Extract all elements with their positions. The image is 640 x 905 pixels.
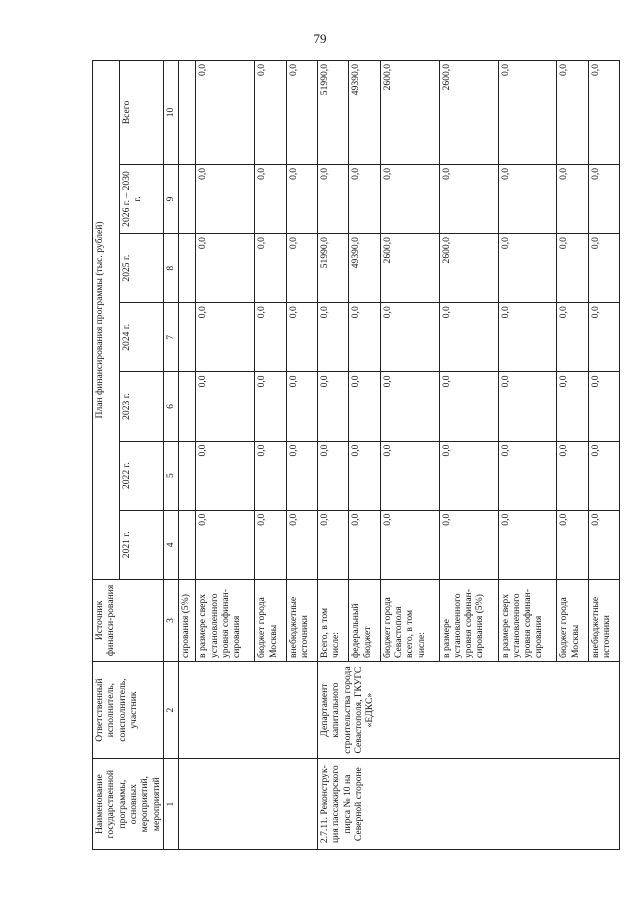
value-cell: 0,0 bbox=[255, 61, 286, 165]
value-cell: 0,0 bbox=[380, 372, 439, 441]
value-cell: 0,0 bbox=[286, 234, 317, 303]
column-number: 8 bbox=[163, 234, 178, 303]
header-year: 2021 г. bbox=[120, 510, 164, 579]
value-cell: 0,0 bbox=[498, 234, 557, 303]
column-number: 5 bbox=[163, 441, 178, 510]
value-cell: 0,0 bbox=[196, 164, 255, 233]
value-cell: 0,0 bbox=[255, 510, 286, 579]
value-cell: 0,0 bbox=[588, 164, 619, 233]
value-cell bbox=[178, 510, 195, 579]
event-name: 2.7.11. Реконструк-ция пассажирского пирса № 10 на Северной стороне bbox=[317, 759, 619, 850]
header-year: 2023 г. bbox=[120, 372, 164, 441]
value-cell: 0,0 bbox=[498, 61, 557, 165]
source-cell: бюджет города Москвы bbox=[557, 579, 588, 661]
value-cell: 2600,0 bbox=[380, 61, 439, 165]
value-cell: 0,0 bbox=[255, 303, 286, 372]
value-cell: 0,0 bbox=[588, 234, 619, 303]
source-cell: в размере сверх установленного уровня софинан-сирования bbox=[196, 579, 255, 661]
value-cell: 0,0 bbox=[557, 164, 588, 233]
column-number: 2 bbox=[163, 661, 178, 758]
column-number: 1 bbox=[163, 759, 178, 850]
value-cell: 0,0 bbox=[286, 510, 317, 579]
value-cell: 0,0 bbox=[498, 372, 557, 441]
column-number: 6 bbox=[163, 372, 178, 441]
value-cell bbox=[178, 234, 195, 303]
column-number: 9 bbox=[163, 164, 178, 233]
empty-responsible-cell bbox=[178, 661, 317, 758]
value-cell: 0,0 bbox=[196, 303, 255, 372]
table-row bbox=[317, 61, 348, 850]
value-cell: 0,0 bbox=[317, 510, 348, 579]
header-year: 2025 г. bbox=[120, 234, 164, 303]
value-cell: 0,0 bbox=[498, 441, 557, 510]
financing-table bbox=[92, 60, 620, 850]
value-cell: 0,0 bbox=[380, 441, 439, 510]
header-year: 2024 г. bbox=[120, 303, 164, 372]
source-cell: федеральный бюджет bbox=[349, 579, 380, 661]
value-cell: 0,0 bbox=[588, 372, 619, 441]
header-year: 2022 г. bbox=[120, 441, 164, 510]
empty-name-cell bbox=[178, 759, 317, 850]
value-cell: 0,0 bbox=[196, 234, 255, 303]
value-cell: 0,0 bbox=[439, 303, 498, 372]
value-cell: 0,0 bbox=[349, 303, 380, 372]
value-cell: 0,0 bbox=[286, 303, 317, 372]
value-cell: 0,0 bbox=[286, 61, 317, 165]
value-cell: 0,0 bbox=[439, 441, 498, 510]
column-number: 3 bbox=[163, 579, 178, 661]
source-cell: бюджет города Москвы bbox=[255, 579, 286, 661]
column-number: 7 bbox=[163, 303, 178, 372]
header-source: Источник финанси-рования bbox=[93, 579, 164, 661]
source-cell: бюджет города Севастополя всего, в том числе: bbox=[380, 579, 439, 661]
value-cell: 0,0 bbox=[255, 441, 286, 510]
value-cell bbox=[178, 372, 195, 441]
column-number: 4 bbox=[163, 510, 178, 579]
value-cell: 0,0 bbox=[557, 510, 588, 579]
value-cell: 0,0 bbox=[196, 441, 255, 510]
value-cell bbox=[178, 164, 195, 233]
value-cell: 51990,0 bbox=[317, 61, 348, 165]
page-number: 79 bbox=[313, 31, 327, 46]
header-total: Всего bbox=[120, 61, 164, 165]
value-cell: 0,0 bbox=[196, 61, 255, 165]
financing-table-container bbox=[92, 60, 613, 850]
value-cell: 0,0 bbox=[380, 510, 439, 579]
value-cell: 0,0 bbox=[255, 234, 286, 303]
value-cell: 0,0 bbox=[439, 372, 498, 441]
value-cell: 0,0 bbox=[380, 303, 439, 372]
value-cell: 2600,0 bbox=[439, 234, 498, 303]
value-cell: 0,0 bbox=[317, 441, 348, 510]
value-cell: 51990,0 bbox=[317, 234, 348, 303]
value-cell: 0,0 bbox=[588, 441, 619, 510]
source-cell: внебюджетные источники bbox=[588, 579, 619, 661]
value-cell bbox=[178, 303, 195, 372]
source-cell: в размере сверх установленного уровня софинан-сирования bbox=[498, 579, 557, 661]
value-cell: 0,0 bbox=[196, 372, 255, 441]
value-cell: 0,0 bbox=[196, 510, 255, 579]
header-name: Наименование государственной программы, основных мероприятий, мероприятий bbox=[93, 759, 164, 850]
value-cell: 0,0 bbox=[557, 61, 588, 165]
value-cell: 0,0 bbox=[557, 441, 588, 510]
value-cell: 0,0 bbox=[317, 164, 348, 233]
column-number: 10 bbox=[163, 61, 178, 165]
value-cell: 0,0 bbox=[349, 510, 380, 579]
value-cell: 0,0 bbox=[317, 303, 348, 372]
header-responsible: Ответственный исполнитель, соисполнитель, участник bbox=[93, 661, 164, 758]
value-cell: 0,0 bbox=[588, 303, 619, 372]
value-cell: 0,0 bbox=[349, 164, 380, 233]
value-cell: 0,0 bbox=[255, 164, 286, 233]
value-cell: 0,0 bbox=[588, 510, 619, 579]
value-cell: 0,0 bbox=[380, 164, 439, 233]
value-cell: 2600,0 bbox=[439, 61, 498, 165]
source-cell: в размере установленного уровня софинан-сирования (5%) bbox=[439, 579, 498, 661]
header-year: 2026 г. – 2030 г. bbox=[120, 164, 164, 233]
value-cell: 49390,0 bbox=[349, 234, 380, 303]
value-cell: 0,0 bbox=[588, 61, 619, 165]
value-cell: 0,0 bbox=[439, 510, 498, 579]
value-cell: 0,0 bbox=[439, 164, 498, 233]
value-cell: 0,0 bbox=[498, 164, 557, 233]
value-cell: 0,0 bbox=[317, 372, 348, 441]
table-row bbox=[178, 61, 195, 850]
value-cell: 0,0 bbox=[255, 372, 286, 441]
source-cell: сирования (5%) bbox=[178, 579, 195, 661]
source-cell: внебюджетные источники bbox=[286, 579, 317, 661]
value-cell: 0,0 bbox=[286, 372, 317, 441]
source-cell: Всего, в том числе: bbox=[317, 579, 348, 661]
value-cell: 2600,0 bbox=[380, 234, 439, 303]
value-cell: 0,0 bbox=[557, 234, 588, 303]
column-number-row bbox=[163, 61, 178, 850]
value-cell bbox=[178, 441, 195, 510]
value-cell bbox=[178, 61, 195, 165]
value-cell: 0,0 bbox=[557, 303, 588, 372]
value-cell: 0,0 bbox=[286, 164, 317, 233]
value-cell: 0,0 bbox=[349, 372, 380, 441]
value-cell: 0,0 bbox=[498, 303, 557, 372]
value-cell: 0,0 bbox=[349, 441, 380, 510]
value-cell: 49390,0 bbox=[349, 61, 380, 165]
value-cell: 0,0 bbox=[286, 441, 317, 510]
value-cell: 0,0 bbox=[498, 510, 557, 579]
header-plan: План финансирования программы (тыс. рублей) bbox=[93, 61, 120, 580]
event-responsible: Департамент капитального строительства города Севастополя, ГКУГС «ЕДКС» bbox=[317, 661, 619, 758]
value-cell: 0,0 bbox=[557, 372, 588, 441]
